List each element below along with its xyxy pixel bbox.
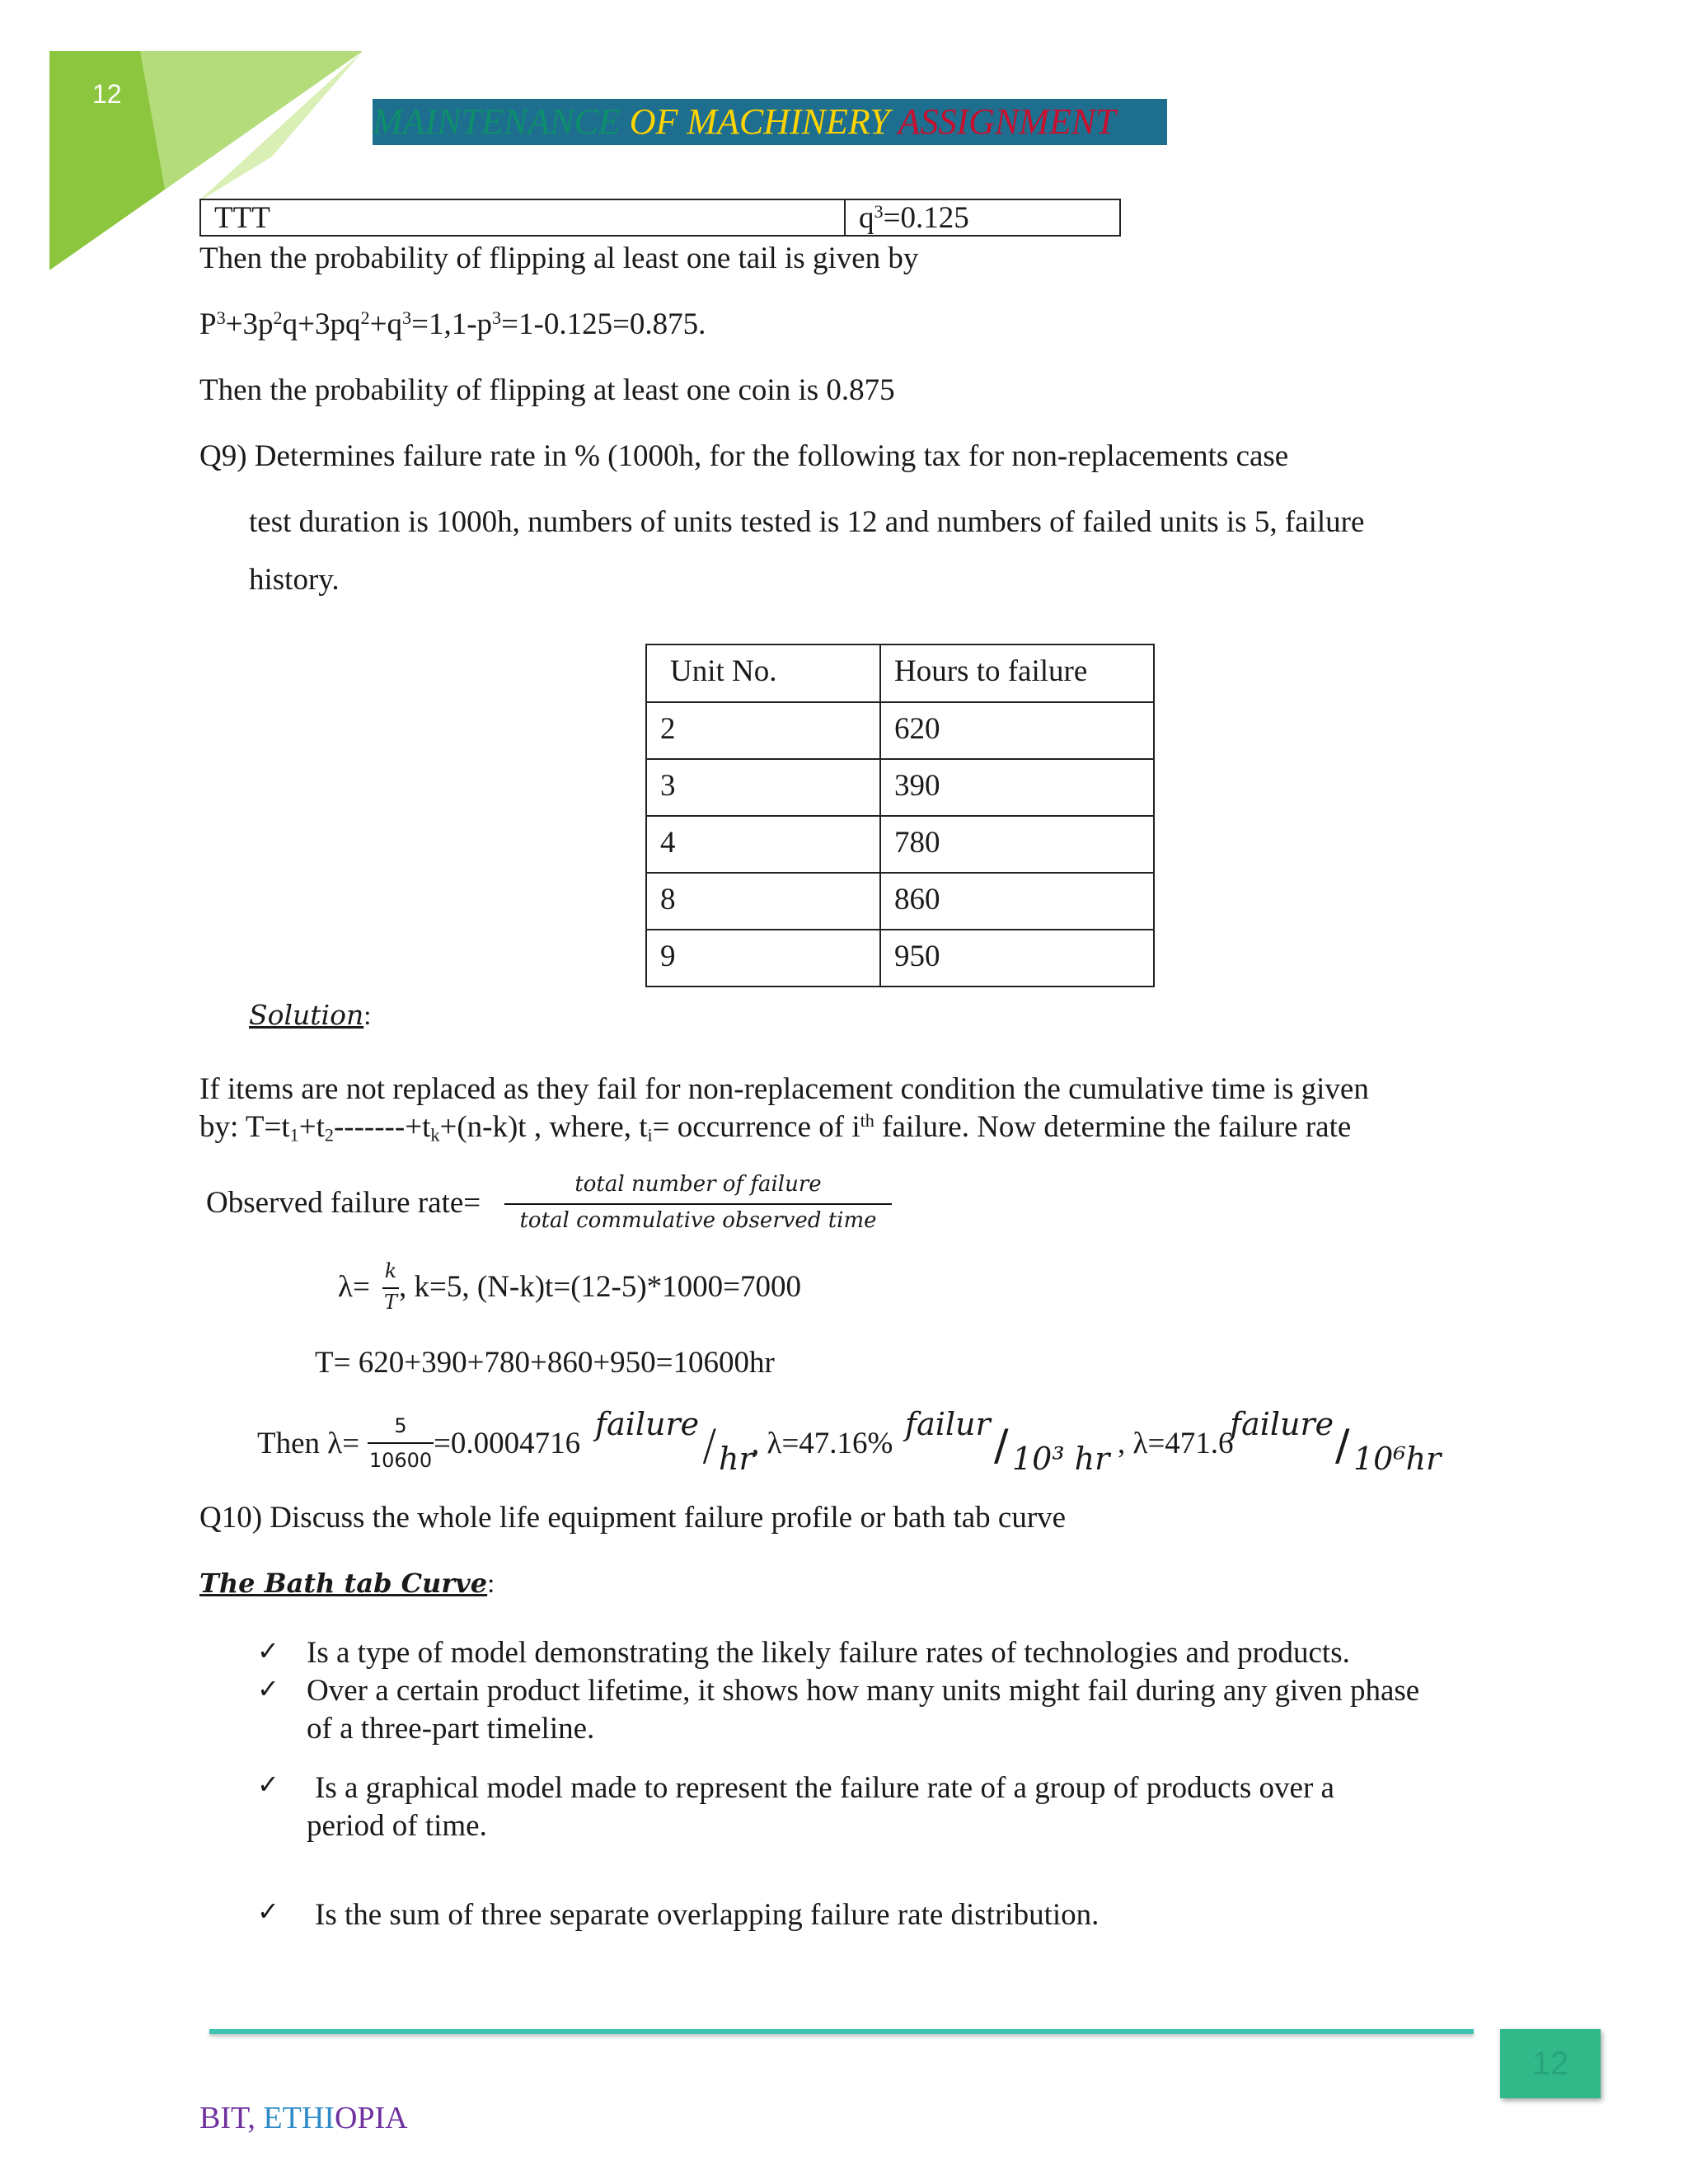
lambda-T: T — [383, 1291, 397, 1314]
banner-part-3: ASSIGNMENT — [898, 101, 1116, 142]
header-hours-to-failure: Hours to failure — [880, 644, 1154, 702]
q9-question: Q9) Determines failure rate in % (1000h, for the following tax for non-replacements case — [199, 439, 1289, 473]
header-unit-no: Unit No. — [646, 644, 880, 702]
check-icon: ✓ — [257, 1673, 279, 1704]
corner-decoration — [0, 0, 379, 280]
q9-continuation-1: test duration is 1000h, numbers of units tested is 12 and numbers of failed units is 5, failure — [249, 505, 1365, 539]
lambda-rest: , k=5, (N-k)t=(12-5)*1000=7000 — [399, 1270, 802, 1304]
table-row — [646, 930, 1154, 987]
lambda-prefix: λ= — [338, 1270, 370, 1304]
ttt-label: TTT — [201, 200, 846, 235]
page-number-box: 12 — [1500, 2029, 1601, 2098]
lambda-k: k — [384, 1259, 397, 1282]
unit-cell: 3 — [646, 759, 880, 816]
table-row — [646, 816, 1154, 873]
then-value-3: , λ=471.6 — [1118, 1427, 1234, 1460]
failure-history-table — [645, 644, 1155, 987]
table-header-row — [646, 644, 1154, 702]
then-lambda-label: Then λ= — [257, 1427, 360, 1460]
table-row — [646, 759, 1154, 816]
unit2-top: failur — [905, 1406, 991, 1442]
then-numerator: 5 — [394, 1414, 407, 1437]
then-denominator: 10600 — [368, 1449, 433, 1472]
hours-cell: 780 — [880, 816, 1154, 873]
then-fraction-line — [368, 1442, 434, 1444]
footer-organization: BIT, ETHIOPIA — [199, 2101, 408, 2135]
bath-tab-heading: The Bath tab Curve: — [199, 1568, 495, 1599]
hours-cell: 950 — [880, 930, 1154, 987]
unit2-slash: / — [994, 1421, 1009, 1470]
unit3-top: failure — [1230, 1406, 1334, 1442]
hours-cell: 860 — [880, 873, 1154, 930]
check-icon: ✓ — [257, 1769, 279, 1800]
observed-denominator: total commulative observed time — [519, 1208, 877, 1233]
unit3-bottom: 10⁶hr — [1353, 1441, 1442, 1477]
lambda-fraction-line — [382, 1287, 399, 1289]
bullet-3-line-1: Is a graphical model made to represent the failure rate of a group of products over a — [315, 1771, 1334, 1805]
probability-equation: $P^3+3p^2q+3pq^2+q^3=1,1-p^3=1-0.125=0.875$. — [199, 307, 706, 341]
banner-part-1: MAINTENANCE — [373, 101, 630, 142]
then-value-1: =0.0004716 — [434, 1427, 581, 1460]
bullet-2-line-2: of a three-part timeline. — [307, 1712, 595, 1746]
unit2-bottom: 10³ hr — [1012, 1441, 1110, 1477]
header-banner — [373, 99, 1167, 145]
page-number-top: 12 — [92, 79, 122, 109]
q9-continuation-2: history. — [249, 563, 340, 597]
solution-paragraph-2: by: $T=t_1+t_2-------+t_k+(n-k)t$ , where, $t_i=$ occurrence of $i^{th}$ failure. Now determine the failure rate — [199, 1109, 1352, 1146]
check-icon: ✓ — [257, 1896, 279, 1927]
hours-cell: 620 — [880, 702, 1154, 759]
ttt-table-row — [199, 199, 1121, 237]
then-value-2: , λ=47.16% — [752, 1427, 893, 1460]
q10-question: Q10) Discuss the whole life equipment failure profile or bath tab curve — [199, 1501, 1067, 1535]
banner-part-2: OF MACHINERY — [629, 101, 898, 142]
tail-intro-text: Then the probability of flipping al least one tail is given by — [199, 241, 919, 275]
bullet-1: Is a type of model demonstrating the likely failure rates of technologies and products. — [307, 1636, 1350, 1670]
unit-cell: 4 — [646, 816, 880, 873]
observed-fraction-line — [504, 1203, 892, 1205]
ttt-value: $q^3=0.125$ — [859, 200, 969, 235]
bullet-4: Is the sum of three separate overlapping failure rate distribution. — [315, 1898, 1100, 1932]
unit1-top: failure — [595, 1406, 700, 1442]
coin-result-text: Then the probability of flipping at least one coin is 0.875 — [199, 373, 895, 407]
unit-cell: 2 — [646, 702, 880, 759]
observed-label: Observed failure rate= — [206, 1186, 481, 1220]
table-row — [646, 873, 1154, 930]
t-sum: T= 620+390+780+860+950=10600hr — [315, 1346, 775, 1380]
bullet-2-line-1: Over a certain product lifetime, it shows how many units might fail during any given phase — [307, 1674, 1420, 1708]
unit-cell: 9 — [646, 930, 880, 987]
solution-paragraph-1: If items are not replaced as they fail for non-replacement condition the cumulative time is given — [199, 1072, 1369, 1106]
check-icon: ✓ — [257, 1635, 279, 1666]
unit1-slash: / — [702, 1421, 717, 1470]
bullet-3-line-2: period of time. — [307, 1809, 487, 1843]
solution-heading: Solution: — [249, 999, 372, 1031]
unit3-slash: / — [1335, 1421, 1350, 1470]
hours-cell: 390 — [880, 759, 1154, 816]
observed-numerator: total number of failure — [574, 1172, 822, 1197]
table-row — [646, 702, 1154, 759]
footer-rule — [209, 2029, 1474, 2034]
unit-cell: 8 — [646, 873, 880, 930]
unit1-bottom: hr — [719, 1441, 754, 1477]
